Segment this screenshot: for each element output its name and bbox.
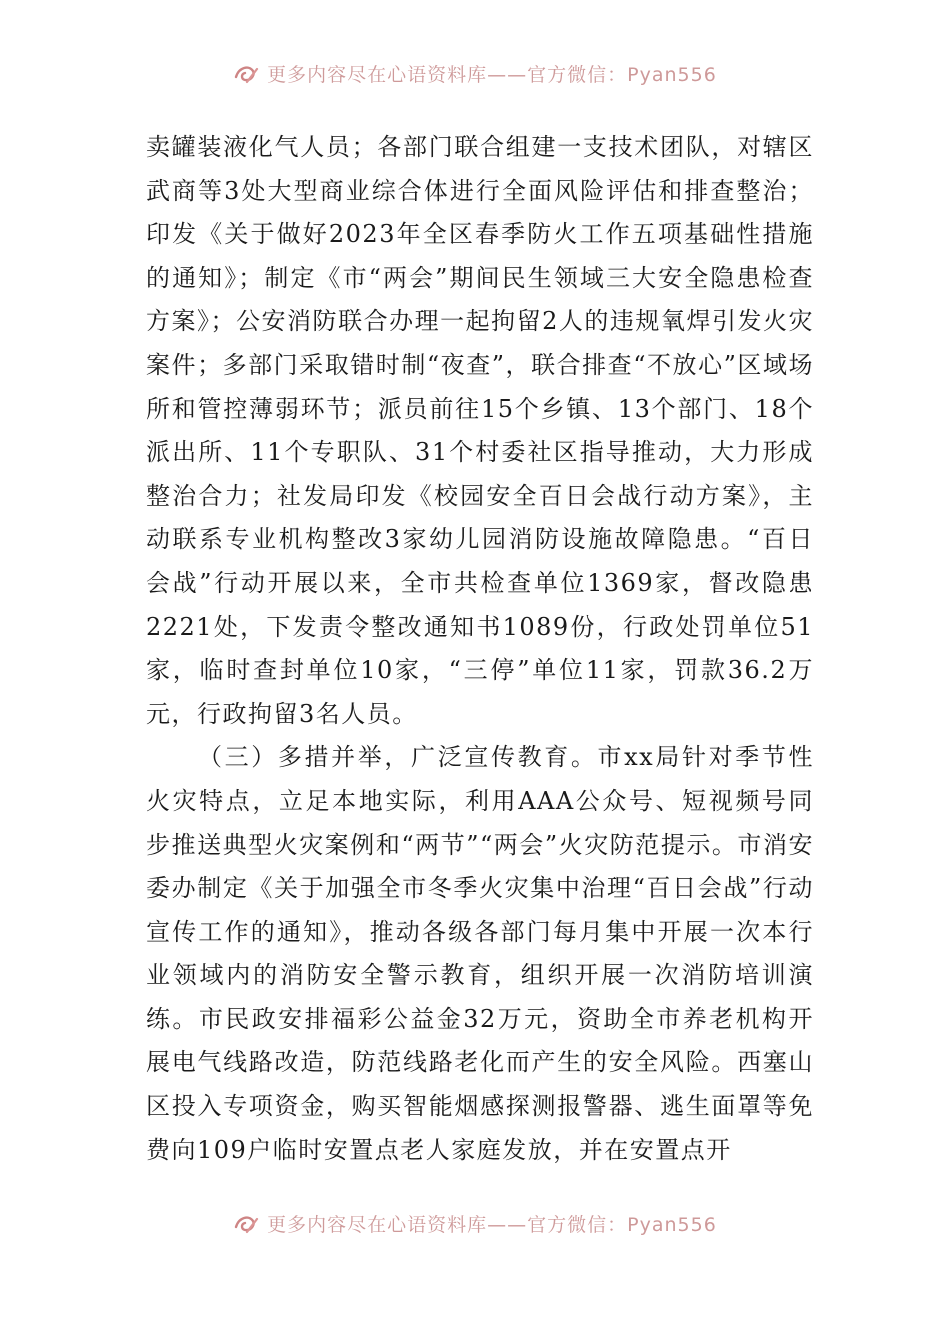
- paragraph-publicity: （三）多措并举，广泛宣传教育。市xx局针对季节性火灾特点，立足本地实际，利用AAA公众号、短视频号同步推送典型火灾案例和“两节”“两会”火灾防范提示。市消安委办制定《关于加强全市冬季火灾集中治理“百日会战”行动宣传工作的通知》，推动各级各部门每月集中开展一次本行业领域内的消防安全警示教育，组织开展一次消防培训演练。市民政安排福彩公益金32万元，资助全市养老机构开展电气线路改造，防范线路老化而产生的安全风险。西塞山区投入专项资金，购买智能烟感探测报警器、逃生面罩等免费向109户临时安置点老人家庭发放，并在安置点开: [146, 743, 814, 1164]
- watermark-text: 更多内容尽在心语资料库——官方微信：Pyan556: [267, 64, 717, 86]
- footer-watermark: [0, 1210, 950, 1237]
- watermark-text: 更多内容尽在心语资料库——官方微信：Pyan556: [267, 1214, 717, 1236]
- document-body: [146, 126, 814, 1172]
- brand-logo-icon: [233, 1213, 261, 1235]
- brand-logo-icon: [233, 63, 261, 85]
- paragraph-enforcement: 卖罐装液化气人员；各部门联合组建一支技术团队，对辖区武商等3处大型商业综合体进行全面风险评估和排查整治；印发《关于做好2023年全区春季防火工作五项基础性措施的通知》；制定《市“两会”期间民生领域三大安全隐患检查方案》；公安消防联合办理一起拘留2人的违规氧焊引发火灾案件；多部门采取错时制“夜查”，联合排查“不放心”区域场所和管控薄弱环节；派员前往15个乡镇、13个部门、18个派出所、11个专职队、31个村委社区指导推动，大力形成整治合力；社发局印发《校园安全百日会战行动方案》，主动联系专业机构整改3家幼儿园消防设施故障隐患。“百日会战”行动开展以来，全市共检查单位1369家，督改隐患2221处，下发责令整改通知书1089份，行政处罚单位51家，临时查封单位10家，“三停”单位11家，罚款36.2万元，行政拘留3名人员。: [146, 133, 814, 728]
- header-watermark: [0, 60, 950, 87]
